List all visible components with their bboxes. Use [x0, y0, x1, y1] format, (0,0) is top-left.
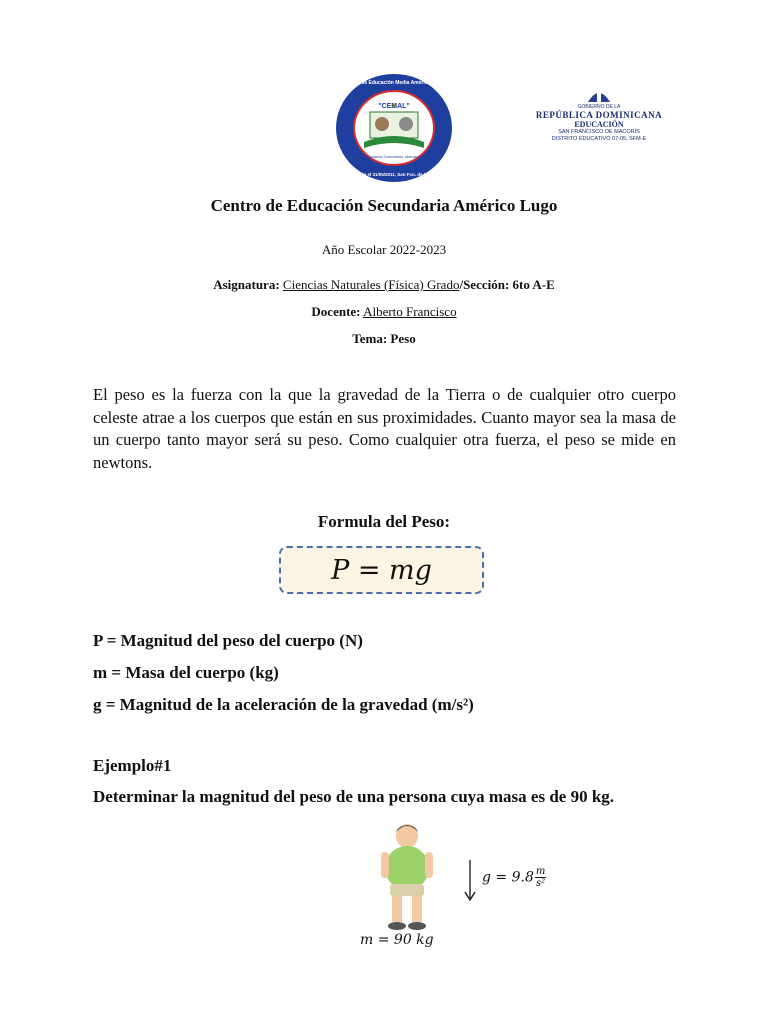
subject-value: Ciencias Naturales (Física)	[282, 277, 424, 292]
ministry-education-logo	[524, 86, 674, 152]
gravity-label	[482, 866, 546, 889]
subject-label: Asignatura:	[213, 277, 280, 292]
section-label: /Sección: 6to A-E	[459, 277, 555, 292]
gravity-denominator: s²	[536, 878, 546, 889]
ministry-line1: GOBIERNO DE LA	[577, 104, 621, 110]
ministry-line5: DISTRITO EDUCATIVO 07-05, SFM-E	[551, 136, 647, 142]
ministry-line2: REPÚBLICA DOMINICANA	[535, 110, 663, 120]
subject-line	[0, 277, 768, 293]
seal-bottom-text: Fundado el 31/05/2011, San Fco. de Macorís	[347, 172, 441, 177]
variable-definition-m: m = Masa del cuerpo (kg)	[93, 663, 279, 682]
grade-word-text: Grado	[426, 277, 460, 292]
formula-equals: =	[349, 555, 390, 586]
ministry-line3: EDUCACIÓN	[574, 120, 624, 129]
down-arrow-icon	[462, 860, 478, 902]
coat-of-arms-icon	[586, 86, 612, 104]
example-statement: Determinar la magnitud del peso de una persona cuya masa es de 90 kg.	[93, 787, 615, 806]
school-title: Centro de Educación Secundaria Américo Lugo	[210, 196, 558, 215]
formula-lhs: P	[331, 555, 350, 586]
teacher-label: Docente:	[311, 304, 361, 319]
formula-rhs: mg	[389, 555, 432, 586]
intro-paragraph: El peso es la fuerza con la que la gravedad de la Tierra o de cualquier otro cuerpo celeste atrae a los cuerpos que están en sus proximidades. Cuanto mayor sea la masa de un cuerpo tanto mayor será su peso. Como cualquier otra fuerza, el peso se mide en newtons.	[93, 385, 676, 472]
seal-center-text: "CEMAL"	[378, 103, 410, 110]
variable-definition-g: g = Magnitud de la aceleración de la gravedad (m/s²)	[93, 695, 474, 714]
person-figure-icon	[372, 822, 442, 934]
variable-definition-p: P = Magnitud del peso del cuerpo (N)	[93, 631, 363, 650]
gravity-numerator: m	[535, 866, 546, 877]
mass-label: m = 90 kg	[360, 932, 434, 948]
teacher-line	[0, 304, 768, 320]
topic-line: Tema: Peso	[352, 331, 416, 346]
seal-motto: Educación Comunitaria, Liberadora	[366, 155, 422, 159]
example-title: Ejemplo#1	[93, 756, 172, 775]
formula-box	[279, 546, 484, 594]
gravity-prefix: g = 9.8	[482, 869, 534, 886]
school-year: Año Escolar 2022-2023	[321, 242, 447, 257]
formula-title: Formula del Peso:	[317, 512, 451, 531]
seal-ring-text: Centro de Educación Media Américo Lugo	[343, 80, 445, 86]
teacher-value: Alberto Francisco	[363, 304, 457, 319]
school-seal-logo	[334, 72, 454, 184]
gravity-fraction	[535, 866, 546, 889]
ministry-line4: SAN FRANCISCO DE MACORÍS	[558, 129, 640, 135]
